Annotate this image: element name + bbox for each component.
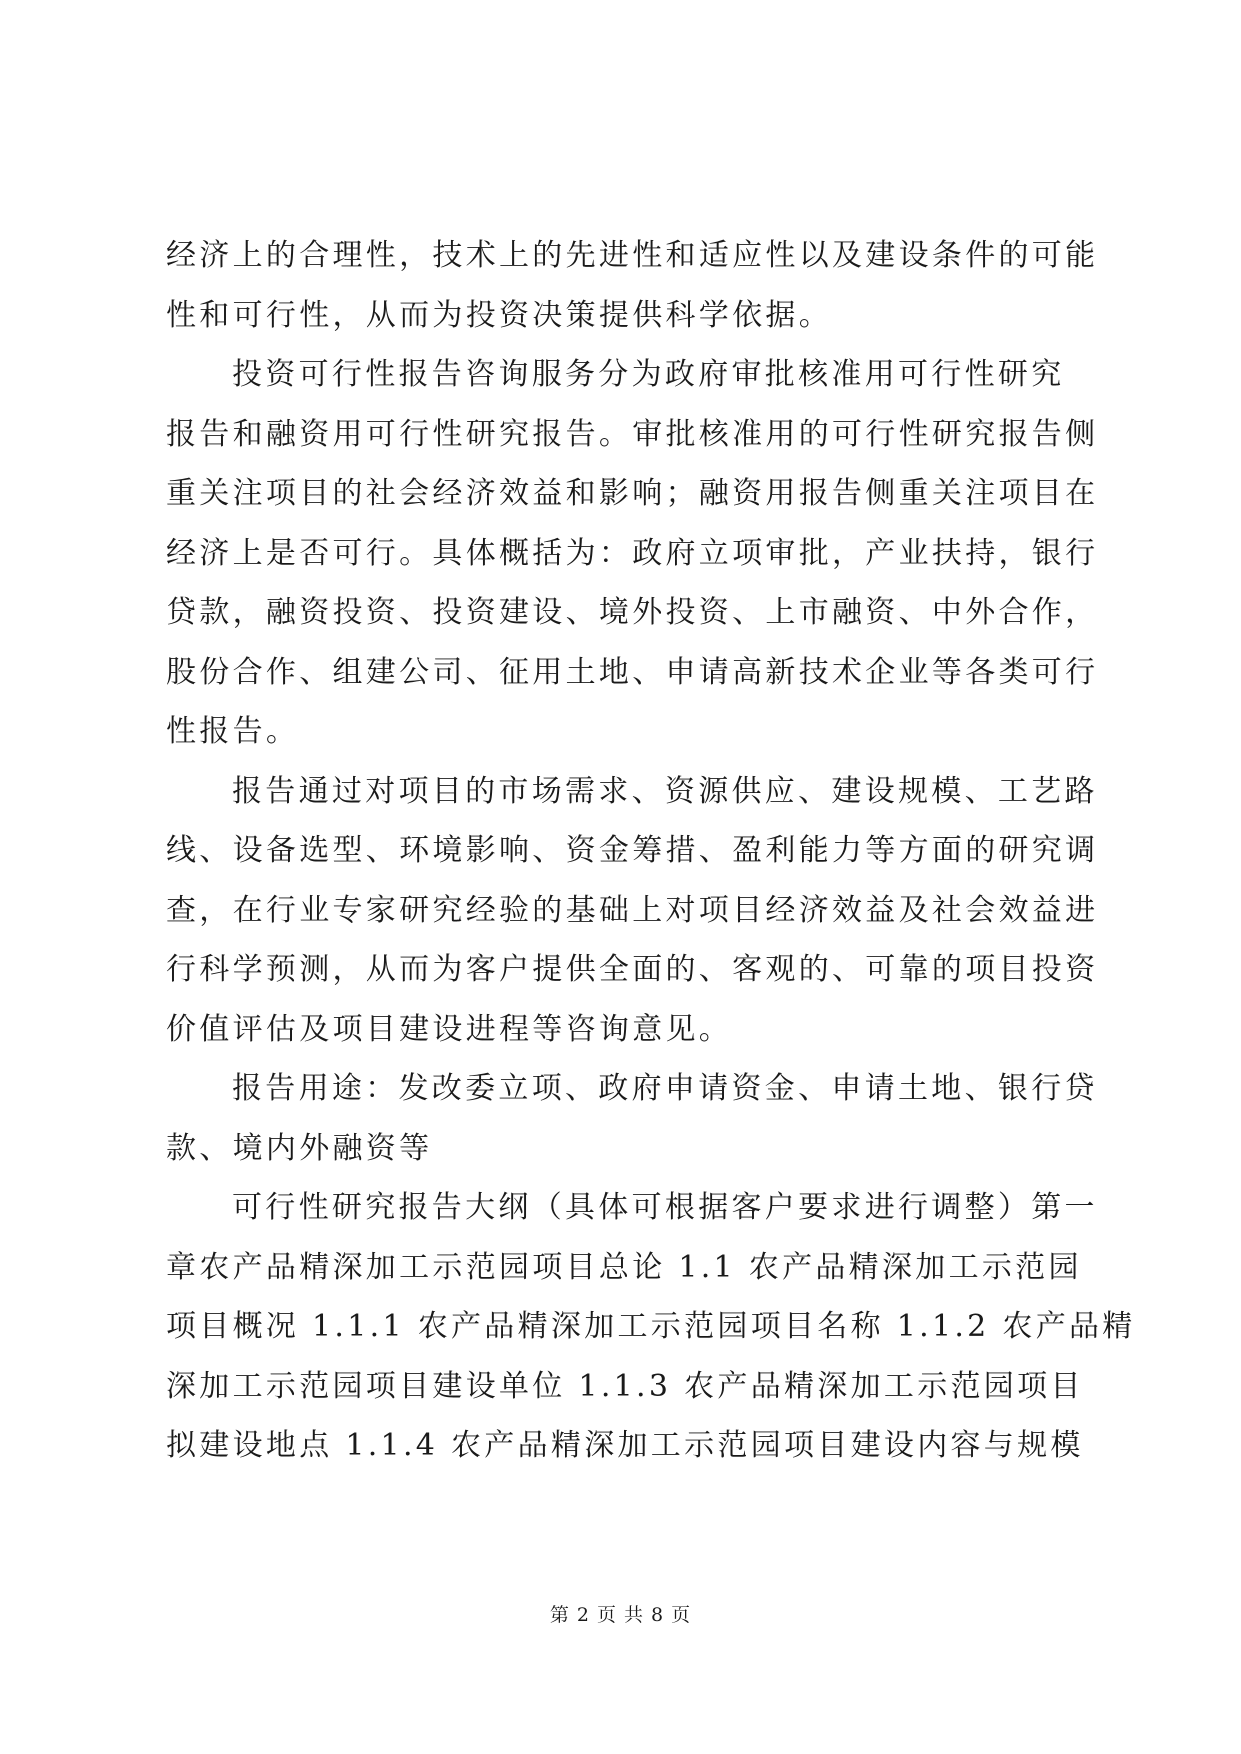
text-line: 性和可行性，从而为投资决策提供科学依据。 xyxy=(166,297,832,333)
text-line: 经济上的合理性，技术上的先进性和适应性以及建设条件的可能 xyxy=(166,238,1099,273)
text-line: 报告和融资用可行性研究报告。审批核准用的可行性研究报告侧 xyxy=(166,416,1099,452)
text-line: 拟建设地点 1.1.4 农产品精深加工示范园项目建设内容与规模 xyxy=(166,1428,1084,1463)
text-line: 贷款，融资投资、投资建设、境外投资、上市融资、中外合作， xyxy=(166,595,1099,630)
text-line: 章农产品精深加工示范园项目总论 1.1 农产品精深加工示范园 xyxy=(166,1249,1082,1285)
text-line: 款、境内外融资等 xyxy=(166,1130,433,1166)
text-line: 重关注项目的社会经济效益和影响；融资用报告侧重关注项目在 xyxy=(166,476,1099,511)
paragraph-start-line: 投资可行性报告咨询服务分为政府审批核准用可行性研究 xyxy=(232,357,1065,392)
text-line: 性报告。 xyxy=(166,714,300,749)
text-line: 项目概况 1.1.1 农产品精深加工示范园项目名称 1.1.2 农产品精 xyxy=(166,1309,1136,1344)
text-line: 线、设备选型、环境影响、资金筹措、盈利能力等方面的研究调 xyxy=(166,833,1099,868)
text-line: 股份合作、组建公司、征用土地、申请高新技术企业等各类可行 xyxy=(166,654,1099,690)
paragraph-start-line: 可行性研究报告大纲（具体可根据客户要求进行调整）第一 xyxy=(232,1190,1098,1225)
text-line: 经济上是否可行。具体概括为：政府立项审批，产业扶持，银行 xyxy=(166,535,1099,571)
paragraph-start-line: 报告通过对项目的市场需求、资源供应、建设规模、工艺路 xyxy=(232,773,1098,809)
document-body xyxy=(166,226,1136,1476)
text-line: 行科学预测，从而为客户提供全面的、客观的、可靠的项目投资 xyxy=(166,952,1099,987)
paragraph-start-line: 报告用途：发改委立项、政府申请资金、申请土地、银行贷 xyxy=(232,1071,1098,1106)
text-line: 深加工示范园项目建设单位 1.1.3 农产品精深加工示范园项目 xyxy=(166,1368,1084,1404)
text-line: 查，在行业专家研究经验的基础上对项目经济效益及社会效益进 xyxy=(166,892,1099,928)
page-number-footer: 第 2 页 共 8 页 xyxy=(549,1604,692,1626)
text-line: 价值评估及项目建设进程等咨询意见。 xyxy=(166,1011,733,1047)
